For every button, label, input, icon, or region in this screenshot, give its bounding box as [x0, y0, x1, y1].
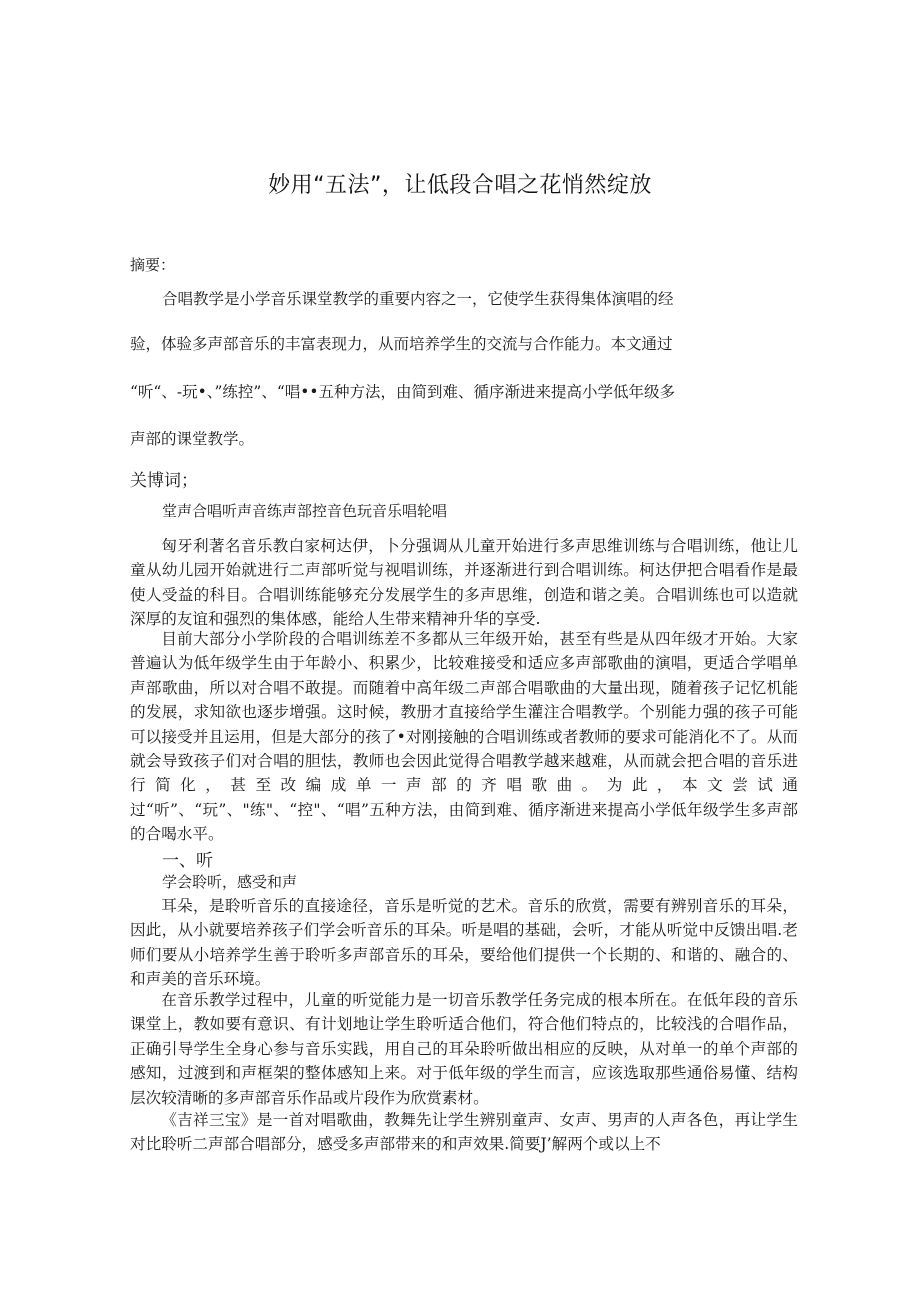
- section-subheading: 学会聆听，感受和声: [162, 873, 298, 891]
- abstract-line: 声部的课堂教学。: [130, 430, 255, 448]
- body-paragraph: 匈牙利著名音乐教白家柯达伊，卜分强调从儿童开始进行多声思维训练与合唱训练，他让儿童从幼儿园开始就进行二声部听觉与视唱训练，并逐渐进行到合唱训练。柯达伊把合唱看作是最使人受益的科目。合唱训练能够充分发展学生的多声思维，创造和谐之美。合唱训练也可以造就深厚的友谊和强烈的集体感，能给人生带来精神升华的享受.: [130, 537, 798, 629]
- abstract-line: “听“、-玩•、”练控”、“唱••五种方法，由简到难、循序渐进来提高小学低年级多: [130, 383, 676, 401]
- section-heading: 一、听: [162, 851, 213, 871]
- body-paragraph: 目前大部分小学阶段的合唱训练差不多都从三年级开始，甚至有些是从四年级才开始。大家普遍认为低年级学生由于年龄小、积累少，比较难接受和适应多声部歌曲的演唱，更适合学唱单声部歌曲，所以对合唱不敢提。而随着中高年级二声部合唱歌曲的大量出现，随着孩子记忆机能的发展，求知欲也逐步增强。这时候，教册才直接给学生灌注合唱教学。个别能力强的孩子可能可以接受并且运用，但是大部分的孩了•对刚接触的合唱训练或者教师的要求可能消化不了。从而就会导致孩子们对合唱的胆怯，教师也会因此觉得合唱教学越来越难，从而就会把合唱的音乐进行简化，甚至改编成单一声部的齐唱歌曲。为此，本文尝试通过“听”、“玩”、"练"、“控"、“唱”五种方法，由简到难、循序渐进来提高小学低年级学生多声部的合喝水平。: [130, 630, 798, 844]
- abstract-label: 摘要：: [130, 256, 176, 274]
- body-paragraph: 耳朵，是聆听音乐的直接途径，音乐是听觉的艺术。音乐的欣赏，需要有辨别音乐的耳朵，因此，从小就要培养孩子们学会听音乐的耳朵。听是唱的基础，会听，才能从听觉中反馈出唱.老师们要从小培养学生善于聆听多声部音乐的耳朵，要给他们提供一个长期的、和谐的、融合的、和声美的音乐环境。: [130, 897, 798, 989]
- document-title: 妙用“五法”，让低段合唱之花悄然绽放: [268, 173, 652, 198]
- abstract-line: 合唱教学是小学音乐课堂教学的重要内容之一，它使学生获得集体演唱的经: [162, 290, 674, 308]
- body-paragraph: 《吉祥三宝》是一首对唱歌曲，教舞先让学生辨别童声、女声、男声的人声各色，再让学生对比聆听二声部合唱部分，感受多声部带来的和声效果.简要J’解两个或以上不: [130, 1111, 798, 1154]
- keywords-label: 关博词；: [130, 471, 198, 491]
- body-paragraph: 在音乐教学过程中，儿童的听觉能力是一切音乐教学任务完成的根本所在。在低年段的音乐课堂上，教如要有意识、有计划地让学生聆听适合他们，符合他们特点的，比较浅的合唱作品，正确引导学生全身心参与音乐实践，用自己的耳朵聆听做出相应的反映，从对单一的单个声部的感知，过渡到和声框架的整体感知上来。对于低年级的学生而言，应该选取那些通俗易懂、结构层次较清晰的多声部音乐作品或片段作为欣赏素材。: [130, 991, 798, 1107]
- abstract-line: 验，体验多声部音乐的丰富表现力，从而培养学生的交流与合作能力。本文通过: [130, 335, 673, 353]
- keywords-text: 堂声合唱听声音练声部控音色玩音乐唱轮唱: [162, 502, 448, 520]
